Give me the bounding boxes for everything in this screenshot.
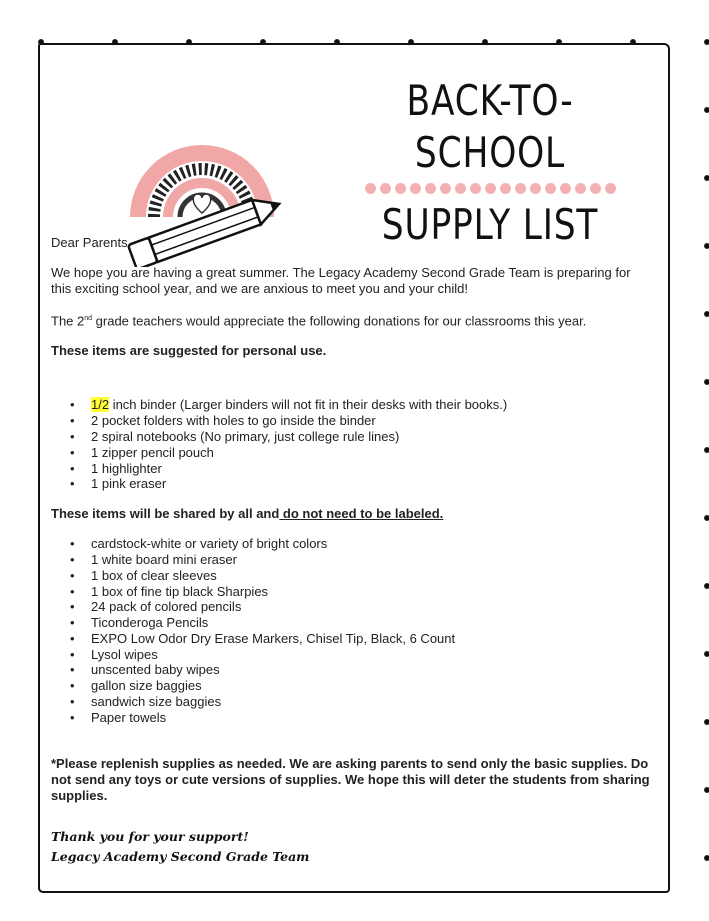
list-item: • 1 pink eraser — [91, 476, 651, 492]
list-item: • Lysol wipes — [91, 647, 651, 663]
title-line-2: SUPPLY LIST — [381, 200, 599, 249]
greeting: Dear Parents, — [51, 235, 132, 250]
title-block — [330, 75, 650, 251]
list-item: • gallon size baggies — [91, 678, 651, 694]
list-item: • sandwich size baggies — [91, 694, 651, 710]
list-item: • 24 pack of colored pencils — [91, 599, 651, 615]
list-item: • 2 pocket folders with holes to go inside the binder — [91, 413, 651, 429]
signature-line-1: Thank you for your support! — [51, 829, 249, 844]
pink-dot-divider — [330, 183, 650, 197]
signature — [51, 827, 309, 867]
letter-body — [51, 235, 651, 804]
list-item: • 1 highlighter — [91, 461, 651, 477]
list-item: • 1 zipper pencil pouch — [91, 445, 651, 461]
list-item: • 1 box of fine tip black Sharpies — [91, 584, 651, 600]
list-item: • 1/2 inch binder (Larger binders will not fit in their desks with their books.) — [91, 397, 651, 413]
list-item: • Ticonderoga Pencils — [91, 615, 651, 631]
signature-line-2: Legacy Academy Second Grade Team — [51, 849, 310, 864]
intro-paragraph: We hope you are having a great summer. The Legacy Academy Second Grade Team is preparing for this exciting school year, and we are anxious to meet you and your child! — [51, 265, 631, 296]
shared-heading: These items will be shared by all and do not need to be labeled. — [51, 506, 444, 522]
shared-items-list — [51, 536, 651, 726]
highlighted-fraction: 1/2 — [91, 397, 110, 413]
donations-paragraph: The 2nd grade teachers would appreciate the following donations for our classrooms this year. — [51, 313, 587, 329]
list-item: • 1 box of clear sleeves — [91, 568, 651, 584]
personal-items-list — [51, 397, 651, 492]
list-item: • 2 spiral notebooks (No primary, just college rule lines) — [91, 429, 651, 445]
flyer-page — [38, 43, 670, 893]
note-paragraph: *Please replenish supplies as needed. We are asking parents to send only the basic supplies. Do not send any toys or cute versions of supplies. We hope this will deter the students from sharing supplies. — [51, 755, 650, 803]
title-line-1: BACK-TO-SCHOOL — [406, 76, 574, 177]
list-item: • EXPO Low Odor Dry Erase Markers, Chisel Tip, Black, 6 Count — [91, 631, 651, 647]
list-item: • unscented baby wipes — [91, 662, 651, 678]
list-item: • 1 white board mini eraser — [91, 552, 651, 568]
list-item: • cardstock-white or variety of bright colors — [91, 536, 651, 552]
personal-heading: These items are suggested for personal use. — [51, 343, 327, 359]
heart-icon — [193, 194, 211, 213]
list-item: • Paper towels — [91, 710, 651, 726]
